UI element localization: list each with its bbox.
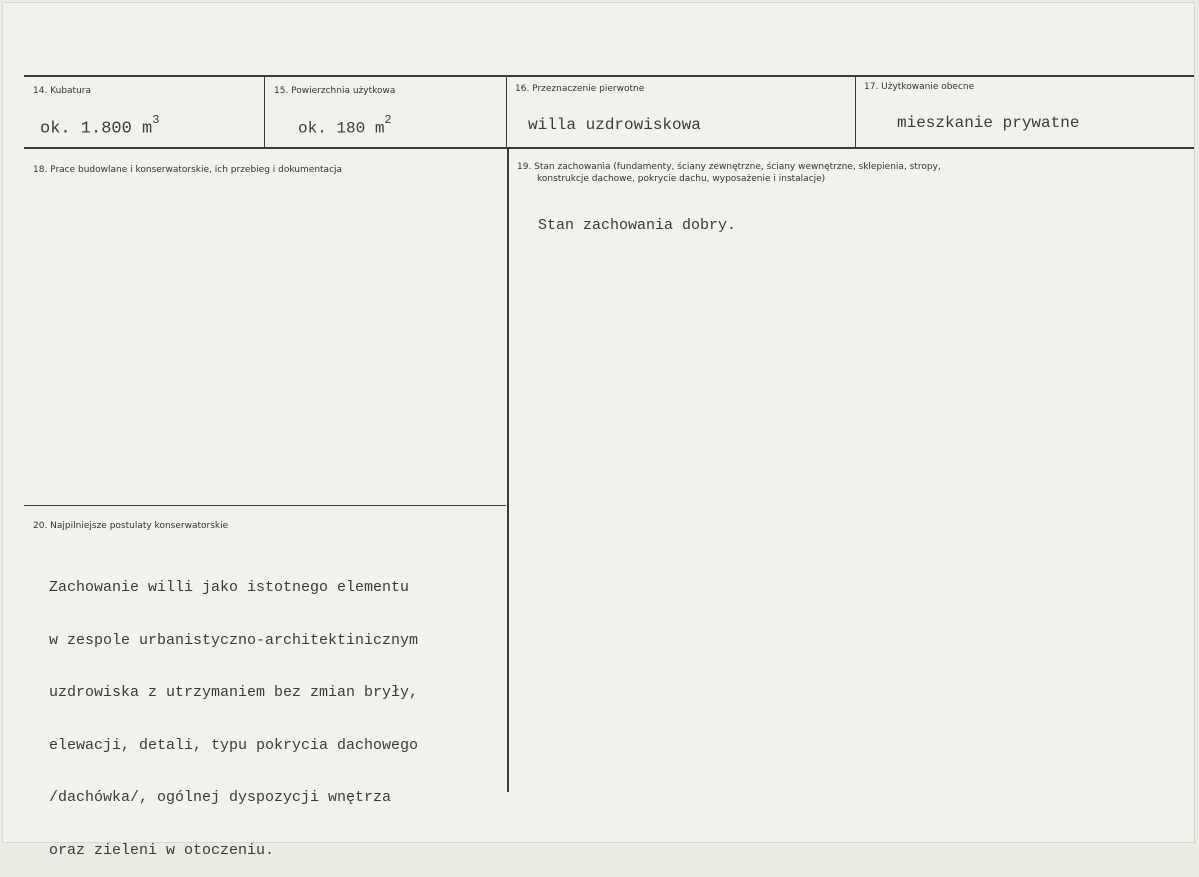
- divider-14-15: [264, 77, 265, 147]
- field-16-label: 16. Przeznaczenie pierwotne: [515, 84, 645, 94]
- field-15-value-text: ok. 180 m: [298, 119, 385, 138]
- field-17-label: 17. Użytkowanie obecne: [864, 82, 975, 92]
- field-15-superscript: 2: [384, 113, 392, 127]
- field-20-line: w zespole urbanistyczno-architektinicznym: [49, 631, 419, 649]
- divider-15-16: [506, 77, 507, 147]
- field-20-line: /dachówka/, ogólnej dyspozycji wnętrza: [49, 789, 392, 806]
- field-15-value: [298, 113, 392, 138]
- field-19-label-line2: konstrukcje dachowe, pokrycie dachu, wyposażenie i instalacje): [537, 174, 826, 184]
- top-rule: [24, 75, 1194, 77]
- field-20-line: elewacji, detali, typu pokrycia dachowego: [49, 736, 419, 754]
- main-column-divider: [507, 149, 509, 792]
- divider-16-17: [855, 77, 856, 147]
- field-16-value: willa uzdrowiskowa: [528, 116, 701, 134]
- field-20-text: [49, 544, 418, 877]
- field-14-value: [40, 113, 160, 139]
- field-20-line: Zachowanie willi jako istotnego elementu: [49, 579, 410, 596]
- field-20-line: uzdrowiska z utrzymaniem bez zmian bryły,: [49, 684, 419, 701]
- field-19-value: Stan zachowania dobry.: [538, 217, 737, 234]
- field-20-label: 20. Najpilniejsze postulaty konserwatorskie: [33, 521, 229, 531]
- field-14-label: 14. Kubatura: [33, 86, 92, 96]
- row1-bottom-rule: [24, 147, 1194, 149]
- field-20-line: oraz zieleni w otoczeniu.: [49, 841, 275, 859]
- field-14-superscript: 3: [152, 113, 160, 127]
- field-18-label: 18. Prace budowlane i konserwatorskie, ich przebieg i dokumentacja: [33, 165, 343, 175]
- left-column-divider-rule: [24, 505, 506, 506]
- field-15-label: 15. Powierzchnia użytkowa: [274, 86, 396, 96]
- field-17-value: mieszkanie prywatne: [897, 114, 1080, 132]
- field-14-value-text: ok. 1.800 m: [40, 119, 153, 139]
- field-19-label-line1: 19. Stan zachowania (fundamenty, ściany zewnętrzne, ściany wewnętrzne, sklepienia, stropy,: [517, 162, 941, 172]
